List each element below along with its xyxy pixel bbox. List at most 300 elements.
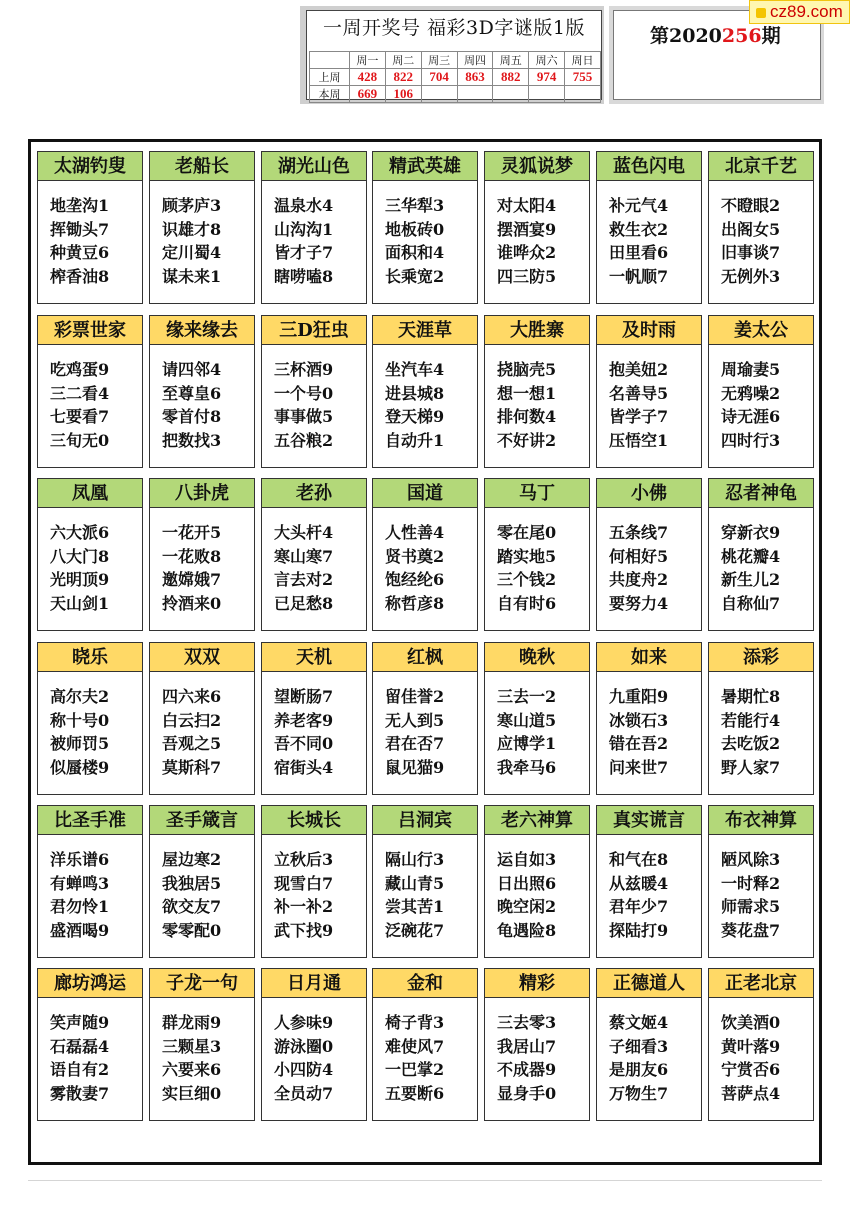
puzzle-author: 圣手箴言 bbox=[150, 806, 254, 835]
last-week-fri: 882 bbox=[493, 69, 529, 86]
puzzle-cell bbox=[37, 968, 143, 1121]
this-week-sat bbox=[529, 86, 565, 103]
puzzle-line: 周瑜妻5 bbox=[721, 360, 781, 379]
weekday-thu: 周四 bbox=[457, 52, 493, 69]
puzzle-line: 立秋后3 bbox=[274, 850, 334, 869]
puzzle-line: 和气在8 bbox=[609, 850, 669, 869]
puzzle-line: 鼠见猫9 bbox=[385, 757, 445, 777]
puzzle-line: 光明顶9 bbox=[50, 570, 110, 589]
puzzle-line: 皆学子7 bbox=[609, 407, 669, 426]
puzzle-line: 我牵马6 bbox=[497, 757, 557, 777]
last-week-row bbox=[310, 69, 601, 86]
puzzle-line: 想一想1 bbox=[497, 383, 557, 403]
puzzle-line: 人参味9 bbox=[274, 1013, 334, 1032]
puzzle-line: 三颗星3 bbox=[162, 1036, 222, 1056]
puzzle-line: 五条线7 bbox=[609, 523, 669, 542]
puzzle-line: 泛碗花7 bbox=[385, 920, 445, 940]
puzzle-author: 天机 bbox=[262, 643, 366, 672]
puzzle-cell bbox=[484, 315, 590, 468]
puzzle-author: 吕洞宾 bbox=[373, 806, 477, 835]
last-week-thu: 863 bbox=[457, 69, 493, 86]
puzzle-line: 寒山寒7 bbox=[274, 546, 334, 566]
puzzle-line: 师需求5 bbox=[721, 897, 781, 916]
puzzle-lines bbox=[162, 848, 221, 942]
puzzle-author: 添彩 bbox=[709, 643, 813, 672]
puzzle-lines bbox=[385, 685, 444, 779]
puzzle-lines bbox=[162, 521, 221, 615]
puzzle-cell bbox=[484, 642, 590, 795]
puzzle-author: 正老北京 bbox=[709, 969, 813, 998]
puzzle-author: 布衣神算 bbox=[709, 806, 813, 835]
puzzle-author: 老六神算 bbox=[485, 806, 589, 835]
puzzle-lines bbox=[162, 358, 221, 452]
puzzle-line: 贤书奠2 bbox=[385, 546, 445, 566]
this-week-tue: 106 bbox=[385, 86, 421, 103]
puzzle-line: 谋未来1 bbox=[162, 266, 222, 286]
puzzle-line: 不好讲2 bbox=[497, 430, 557, 450]
puzzle-line: 错在吾2 bbox=[609, 734, 669, 753]
puzzle-cell bbox=[372, 805, 478, 958]
puzzle-line: 屋边寒2 bbox=[162, 850, 222, 869]
puzzle-line: 显身手0 bbox=[497, 1083, 557, 1103]
last-week-tue: 822 bbox=[385, 69, 421, 86]
puzzle-line: 抱美妞2 bbox=[609, 360, 669, 379]
puzzle-author: 三D狂虫 bbox=[262, 316, 366, 345]
puzzle-cell bbox=[37, 642, 143, 795]
header-title: 一周开奖号 福彩3D字谜版1版 bbox=[323, 17, 585, 39]
puzzle-line: 天山剑1 bbox=[50, 593, 110, 613]
puzzle-line: 已足愁8 bbox=[274, 593, 334, 613]
puzzle-line: 摆酒宴9 bbox=[497, 219, 557, 239]
puzzle-line: 雾散妻7 bbox=[50, 1083, 110, 1103]
puzzle-author: 大胜寨 bbox=[485, 316, 589, 345]
puzzle-cell bbox=[149, 642, 255, 795]
puzzle-line: 陋风除3 bbox=[721, 850, 781, 869]
puzzle-author: 小佛 bbox=[597, 479, 701, 508]
weekly-results-box bbox=[306, 10, 602, 100]
puzzle-line: 识雄才8 bbox=[162, 219, 222, 239]
puzzle-line: 盛酒喝9 bbox=[50, 920, 110, 940]
puzzle-line: 压悟空1 bbox=[609, 430, 669, 450]
issue-number bbox=[650, 21, 781, 48]
puzzle-line: 挠脑壳5 bbox=[497, 360, 557, 379]
puzzle-line: 三个钱2 bbox=[497, 570, 557, 589]
puzzle-line: 自称仙7 bbox=[721, 593, 781, 613]
puzzle-line: 吃鸡蛋9 bbox=[50, 360, 110, 379]
puzzle-line: 难使风7 bbox=[385, 1036, 445, 1056]
puzzle-line: 望断肠7 bbox=[274, 687, 334, 706]
puzzle-author: 子龙一句 bbox=[150, 969, 254, 998]
puzzle-line: 九重阳9 bbox=[609, 687, 669, 706]
puzzle-cell bbox=[708, 968, 814, 1121]
puzzle-lines bbox=[497, 685, 556, 779]
site-logo[interactable] bbox=[749, 0, 850, 24]
puzzle-line: 零零配0 bbox=[162, 920, 222, 940]
puzzle-line: 暑期忙8 bbox=[721, 687, 781, 706]
puzzle-line: 出阁女5 bbox=[721, 219, 781, 239]
puzzle-author: 精彩 bbox=[485, 969, 589, 998]
puzzle-line: 游泳圈0 bbox=[274, 1036, 334, 1056]
puzzle-line: 吾观之5 bbox=[162, 734, 222, 753]
puzzle-cell bbox=[708, 315, 814, 468]
puzzle-cell bbox=[149, 805, 255, 958]
weekday-wed: 周三 bbox=[421, 52, 457, 69]
puzzle-line: 踏实地5 bbox=[497, 546, 557, 566]
puzzle-line: 拎酒来0 bbox=[162, 593, 222, 613]
puzzle-lines bbox=[721, 194, 780, 288]
puzzle-author: 老船长 bbox=[150, 152, 254, 181]
puzzle-line: 吾不同0 bbox=[274, 734, 334, 753]
puzzle-line: 石磊磊4 bbox=[50, 1036, 110, 1056]
puzzle-author: 比圣手准 bbox=[38, 806, 142, 835]
puzzle-cell bbox=[596, 805, 702, 958]
puzzle-cell bbox=[708, 151, 814, 304]
puzzle-line: 实巨细0 bbox=[162, 1083, 222, 1103]
puzzle-line: 六要来6 bbox=[162, 1060, 222, 1079]
puzzle-line: 地垄沟1 bbox=[50, 196, 110, 215]
puzzle-line: 顾茅庐3 bbox=[162, 196, 222, 215]
weekday-fri: 周五 bbox=[493, 52, 529, 69]
puzzle-author: 忍者神龟 bbox=[709, 479, 813, 508]
puzzle-line: 四六来6 bbox=[162, 687, 222, 706]
puzzle-lines bbox=[721, 1011, 780, 1105]
bottom-divider bbox=[28, 1180, 822, 1181]
puzzle-lines bbox=[50, 685, 109, 779]
puzzle-lines bbox=[721, 685, 780, 779]
puzzle-line: 新生儿2 bbox=[721, 570, 781, 589]
this-week-mon: 669 bbox=[349, 86, 385, 103]
puzzle-line: 补一补2 bbox=[274, 897, 334, 916]
puzzle-line: 挥锄头7 bbox=[50, 219, 110, 239]
puzzle-line: 自有时6 bbox=[497, 593, 557, 613]
puzzle-lines bbox=[609, 685, 668, 779]
weekly-results-table bbox=[309, 51, 601, 103]
puzzle-author: 正德道人 bbox=[597, 969, 701, 998]
puzzle-line: 蔡文姬4 bbox=[609, 1013, 669, 1032]
puzzle-line: 不成器9 bbox=[497, 1060, 557, 1079]
puzzle-line: 欲交友7 bbox=[162, 897, 222, 916]
puzzle-lines bbox=[162, 194, 221, 288]
puzzle-line: 零在尾0 bbox=[497, 523, 557, 542]
puzzle-cell bbox=[484, 968, 590, 1121]
puzzle-line: 一花败8 bbox=[162, 546, 222, 566]
puzzle-line: 一帆顺7 bbox=[609, 266, 669, 286]
puzzle-line: 留佳誉2 bbox=[385, 687, 445, 706]
puzzle-author: 蓝色闪电 bbox=[597, 152, 701, 181]
puzzle-author: 湖光山色 bbox=[262, 152, 366, 181]
puzzle-line: 旧事谈7 bbox=[721, 243, 781, 262]
puzzle-cell bbox=[261, 478, 367, 631]
puzzle-line: 语自有2 bbox=[50, 1060, 110, 1079]
puzzle-lines bbox=[385, 194, 444, 288]
last-week-sun: 755 bbox=[565, 69, 601, 86]
puzzle-line: 瞎唠嗑8 bbox=[274, 266, 334, 286]
puzzle-line: 藏山青5 bbox=[385, 873, 445, 893]
puzzle-line: 葵花盘7 bbox=[721, 920, 781, 940]
puzzle-line: 五要断6 bbox=[385, 1083, 445, 1103]
puzzle-line: 三旬无0 bbox=[50, 430, 110, 450]
puzzle-cell bbox=[149, 968, 255, 1121]
puzzle-cell bbox=[596, 642, 702, 795]
puzzle-line: 晚空闲2 bbox=[497, 897, 557, 916]
issue-prefix: 第2020 bbox=[650, 25, 722, 47]
puzzle-line: 三华犁3 bbox=[385, 196, 445, 215]
puzzle-line: 救生衣2 bbox=[609, 219, 669, 239]
puzzle-line: 山沟沟1 bbox=[274, 219, 334, 239]
puzzle-line: 面积和4 bbox=[385, 243, 445, 262]
puzzle-cell bbox=[708, 642, 814, 795]
puzzle-author: 金和 bbox=[373, 969, 477, 998]
puzzle-lines bbox=[721, 848, 780, 942]
puzzle-line: 谁哗众2 bbox=[497, 243, 557, 262]
puzzle-cell bbox=[596, 968, 702, 1121]
puzzle-line: 补元气4 bbox=[609, 196, 669, 215]
puzzle-line: 四时行3 bbox=[721, 430, 781, 450]
puzzle-lines bbox=[721, 358, 780, 452]
puzzle-author: 精武英雄 bbox=[373, 152, 477, 181]
puzzle-line: 零首付8 bbox=[162, 407, 222, 426]
puzzle-lines bbox=[609, 1011, 668, 1105]
puzzle-cell bbox=[261, 642, 367, 795]
corner-cell bbox=[310, 52, 350, 69]
puzzle-line: 莫斯科7 bbox=[162, 757, 222, 777]
logo-square-icon bbox=[756, 8, 766, 18]
this-week-thu bbox=[457, 86, 493, 103]
puzzle-author: 马丁 bbox=[485, 479, 589, 508]
puzzle-cell bbox=[37, 315, 143, 468]
puzzle-cell bbox=[261, 315, 367, 468]
puzzle-line: 日出照6 bbox=[497, 873, 557, 893]
puzzle-line: 登天梯9 bbox=[385, 407, 445, 426]
puzzle-line: 人性善4 bbox=[385, 523, 445, 542]
puzzle-line: 一个号0 bbox=[274, 383, 334, 403]
puzzle-line: 冰锁石3 bbox=[609, 710, 669, 730]
puzzle-cell bbox=[261, 805, 367, 958]
this-week-fri bbox=[493, 86, 529, 103]
puzzle-lines bbox=[385, 521, 444, 615]
puzzle-line: 无鸦噪2 bbox=[721, 383, 781, 403]
puzzle-line: 田里看6 bbox=[609, 243, 669, 262]
weekday-tue: 周二 bbox=[385, 52, 421, 69]
this-week-label: 本周 bbox=[310, 86, 350, 103]
this-week-wed bbox=[421, 86, 457, 103]
puzzle-line: 排何数4 bbox=[497, 407, 557, 426]
puzzle-cell bbox=[261, 151, 367, 304]
puzzle-line: 子细看3 bbox=[609, 1036, 669, 1056]
puzzle-line: 寒山道5 bbox=[497, 710, 557, 730]
puzzle-line: 诗无涯6 bbox=[721, 407, 781, 426]
puzzle-author: 国道 bbox=[373, 479, 477, 508]
puzzle-author: 双双 bbox=[150, 643, 254, 672]
puzzle-line: 事事做5 bbox=[274, 407, 334, 426]
puzzle-line: 饮美酒0 bbox=[721, 1013, 781, 1032]
puzzle-line: 从兹暖4 bbox=[609, 873, 669, 893]
puzzle-author: 晓乐 bbox=[38, 643, 142, 672]
puzzle-line: 白云扫2 bbox=[162, 710, 222, 730]
puzzle-line: 不瞪眼2 bbox=[721, 196, 781, 215]
puzzle-line: 椅子背3 bbox=[385, 1013, 445, 1032]
puzzle-line: 共度舟2 bbox=[609, 570, 669, 589]
puzzle-line: 万物生7 bbox=[609, 1083, 669, 1103]
puzzle-author: 长城长 bbox=[262, 806, 366, 835]
puzzle-line: 宿街头4 bbox=[274, 757, 334, 777]
puzzle-author: 红枫 bbox=[373, 643, 477, 672]
puzzle-line: 八大门8 bbox=[50, 546, 110, 566]
puzzle-line: 一巴掌2 bbox=[385, 1060, 445, 1079]
puzzle-lines bbox=[497, 521, 556, 615]
puzzle-line: 有蝉鸣3 bbox=[50, 873, 110, 893]
puzzle-cell bbox=[708, 805, 814, 958]
puzzle-lines bbox=[609, 194, 668, 288]
puzzle-line: 去吃饭2 bbox=[721, 734, 781, 753]
puzzle-line: 黄叶落9 bbox=[721, 1036, 781, 1056]
last-week-sat: 974 bbox=[529, 69, 565, 86]
weekday-header-row bbox=[310, 52, 601, 69]
puzzle-line: 桃花瓣4 bbox=[721, 546, 781, 566]
puzzle-author: 缘来缘去 bbox=[150, 316, 254, 345]
puzzle-cell bbox=[37, 478, 143, 631]
puzzle-lines bbox=[50, 194, 109, 288]
this-week-sun bbox=[565, 86, 601, 103]
puzzle-line: 无人到5 bbox=[385, 710, 445, 730]
issue-highlight: 256 bbox=[721, 25, 762, 47]
puzzle-lines bbox=[274, 358, 333, 452]
puzzle-line: 笑声随9 bbox=[50, 1013, 110, 1032]
puzzle-author: 真实谎言 bbox=[597, 806, 701, 835]
puzzle-author: 及时雨 bbox=[597, 316, 701, 345]
puzzle-line: 无例外3 bbox=[721, 266, 781, 286]
last-week-label: 上周 bbox=[310, 69, 350, 86]
puzzle-line: 大头杆4 bbox=[274, 523, 334, 542]
puzzle-author: 晚秋 bbox=[485, 643, 589, 672]
puzzle-line: 至尊皇6 bbox=[162, 383, 222, 403]
puzzle-line: 邀嫦娥7 bbox=[162, 570, 222, 589]
puzzle-cell bbox=[708, 478, 814, 631]
puzzle-lines bbox=[721, 521, 780, 615]
puzzle-cell bbox=[372, 315, 478, 468]
puzzle-line: 名善导5 bbox=[609, 383, 669, 403]
puzzle-line: 似蜃楼9 bbox=[50, 757, 110, 777]
puzzle-author: 八卦虎 bbox=[150, 479, 254, 508]
puzzle-lines bbox=[274, 848, 333, 942]
puzzle-lines bbox=[497, 848, 556, 942]
puzzle-line: 五谷粮2 bbox=[274, 430, 334, 450]
puzzle-line: 三去零3 bbox=[497, 1013, 557, 1032]
puzzle-line: 我居山7 bbox=[497, 1036, 557, 1056]
puzzle-author: 如来 bbox=[597, 643, 701, 672]
puzzle-lines bbox=[385, 358, 444, 452]
weekday-sun: 周日 bbox=[565, 52, 601, 69]
puzzle-lines bbox=[385, 848, 444, 942]
puzzle-lines bbox=[50, 848, 109, 942]
puzzle-line: 温泉水4 bbox=[274, 196, 334, 215]
puzzle-line: 菩萨点4 bbox=[721, 1083, 781, 1103]
puzzle-line: 进县城8 bbox=[385, 383, 445, 403]
puzzle-line: 君在否7 bbox=[385, 734, 445, 753]
puzzle-line: 洋乐谱6 bbox=[50, 850, 110, 869]
puzzle-cell bbox=[372, 642, 478, 795]
puzzle-line: 把数找3 bbox=[162, 430, 222, 450]
puzzle-line: 小四防4 bbox=[274, 1060, 334, 1079]
weekday-mon: 周一 bbox=[349, 52, 385, 69]
puzzle-line: 地板砖0 bbox=[385, 219, 445, 239]
puzzle-cell bbox=[149, 478, 255, 631]
puzzle-author: 凤凰 bbox=[38, 479, 142, 508]
puzzle-lines bbox=[497, 358, 556, 452]
puzzle-cell bbox=[484, 151, 590, 304]
puzzle-line: 隔山行3 bbox=[385, 850, 445, 869]
puzzle-line: 要努力4 bbox=[609, 593, 669, 613]
puzzle-line: 穿新衣9 bbox=[721, 523, 781, 542]
puzzle-line: 六大派6 bbox=[50, 523, 110, 542]
puzzle-line: 言去对2 bbox=[274, 570, 334, 589]
puzzle-line: 问来世7 bbox=[609, 757, 669, 777]
puzzle-line: 一花开5 bbox=[162, 523, 222, 542]
puzzle-line: 被师罚5 bbox=[50, 734, 110, 753]
puzzle-line: 种黄豆6 bbox=[50, 243, 110, 262]
puzzle-line: 自动升1 bbox=[385, 430, 445, 450]
puzzle-author: 姜太公 bbox=[709, 316, 813, 345]
weekday-sat: 周六 bbox=[529, 52, 565, 69]
last-week-wed: 704 bbox=[421, 69, 457, 86]
puzzle-lines bbox=[609, 358, 668, 452]
puzzle-author: 老孙 bbox=[262, 479, 366, 508]
puzzle-line: 称哲彦8 bbox=[385, 593, 445, 613]
puzzle-line: 武下找9 bbox=[274, 920, 334, 940]
puzzle-cell bbox=[596, 151, 702, 304]
puzzle-cell bbox=[372, 478, 478, 631]
puzzle-lines bbox=[50, 358, 109, 452]
last-week-mon: 428 bbox=[349, 69, 385, 86]
logo-text: cz89.com bbox=[770, 2, 843, 21]
puzzle-cell bbox=[596, 478, 702, 631]
puzzle-line: 应博学1 bbox=[497, 734, 557, 753]
puzzle-cell bbox=[37, 151, 143, 304]
puzzle-line: 若能行4 bbox=[721, 710, 781, 730]
puzzle-line: 我独居5 bbox=[162, 873, 222, 893]
puzzle-lines bbox=[274, 685, 333, 779]
puzzle-line: 长乘宽2 bbox=[385, 266, 445, 286]
puzzle-cell bbox=[149, 151, 255, 304]
puzzle-lines bbox=[609, 848, 668, 942]
puzzle-cell bbox=[372, 968, 478, 1121]
puzzle-line: 称十号0 bbox=[50, 710, 110, 730]
puzzle-author: 天涯草 bbox=[373, 316, 477, 345]
puzzle-line: 全员动7 bbox=[274, 1083, 334, 1103]
puzzle-line: 是朋友6 bbox=[609, 1060, 669, 1079]
puzzle-lines bbox=[497, 194, 556, 288]
puzzle-line: 对太阳4 bbox=[497, 196, 557, 215]
puzzle-lines bbox=[385, 1011, 444, 1105]
puzzle-line: 榨香油8 bbox=[50, 266, 110, 286]
puzzle-lines bbox=[50, 521, 109, 615]
puzzle-author: 灵狐说梦 bbox=[485, 152, 589, 181]
puzzle-line: 三二看4 bbox=[50, 383, 110, 403]
puzzle-line: 君勿怜1 bbox=[50, 897, 110, 916]
puzzle-line: 饱经纶6 bbox=[385, 570, 445, 589]
puzzle-cell bbox=[484, 805, 590, 958]
puzzle-line: 现雪白7 bbox=[274, 873, 334, 893]
puzzle-line: 一时释2 bbox=[721, 873, 781, 893]
puzzle-author: 日月通 bbox=[262, 969, 366, 998]
puzzle-line: 运自如3 bbox=[497, 850, 557, 869]
this-week-row bbox=[310, 86, 601, 103]
puzzle-line: 定川蜀4 bbox=[162, 243, 222, 262]
puzzle-line: 宁赏否6 bbox=[721, 1060, 781, 1079]
puzzle-cell bbox=[149, 315, 255, 468]
issue-suffix: 期 bbox=[761, 25, 781, 47]
puzzle-cell bbox=[261, 968, 367, 1121]
